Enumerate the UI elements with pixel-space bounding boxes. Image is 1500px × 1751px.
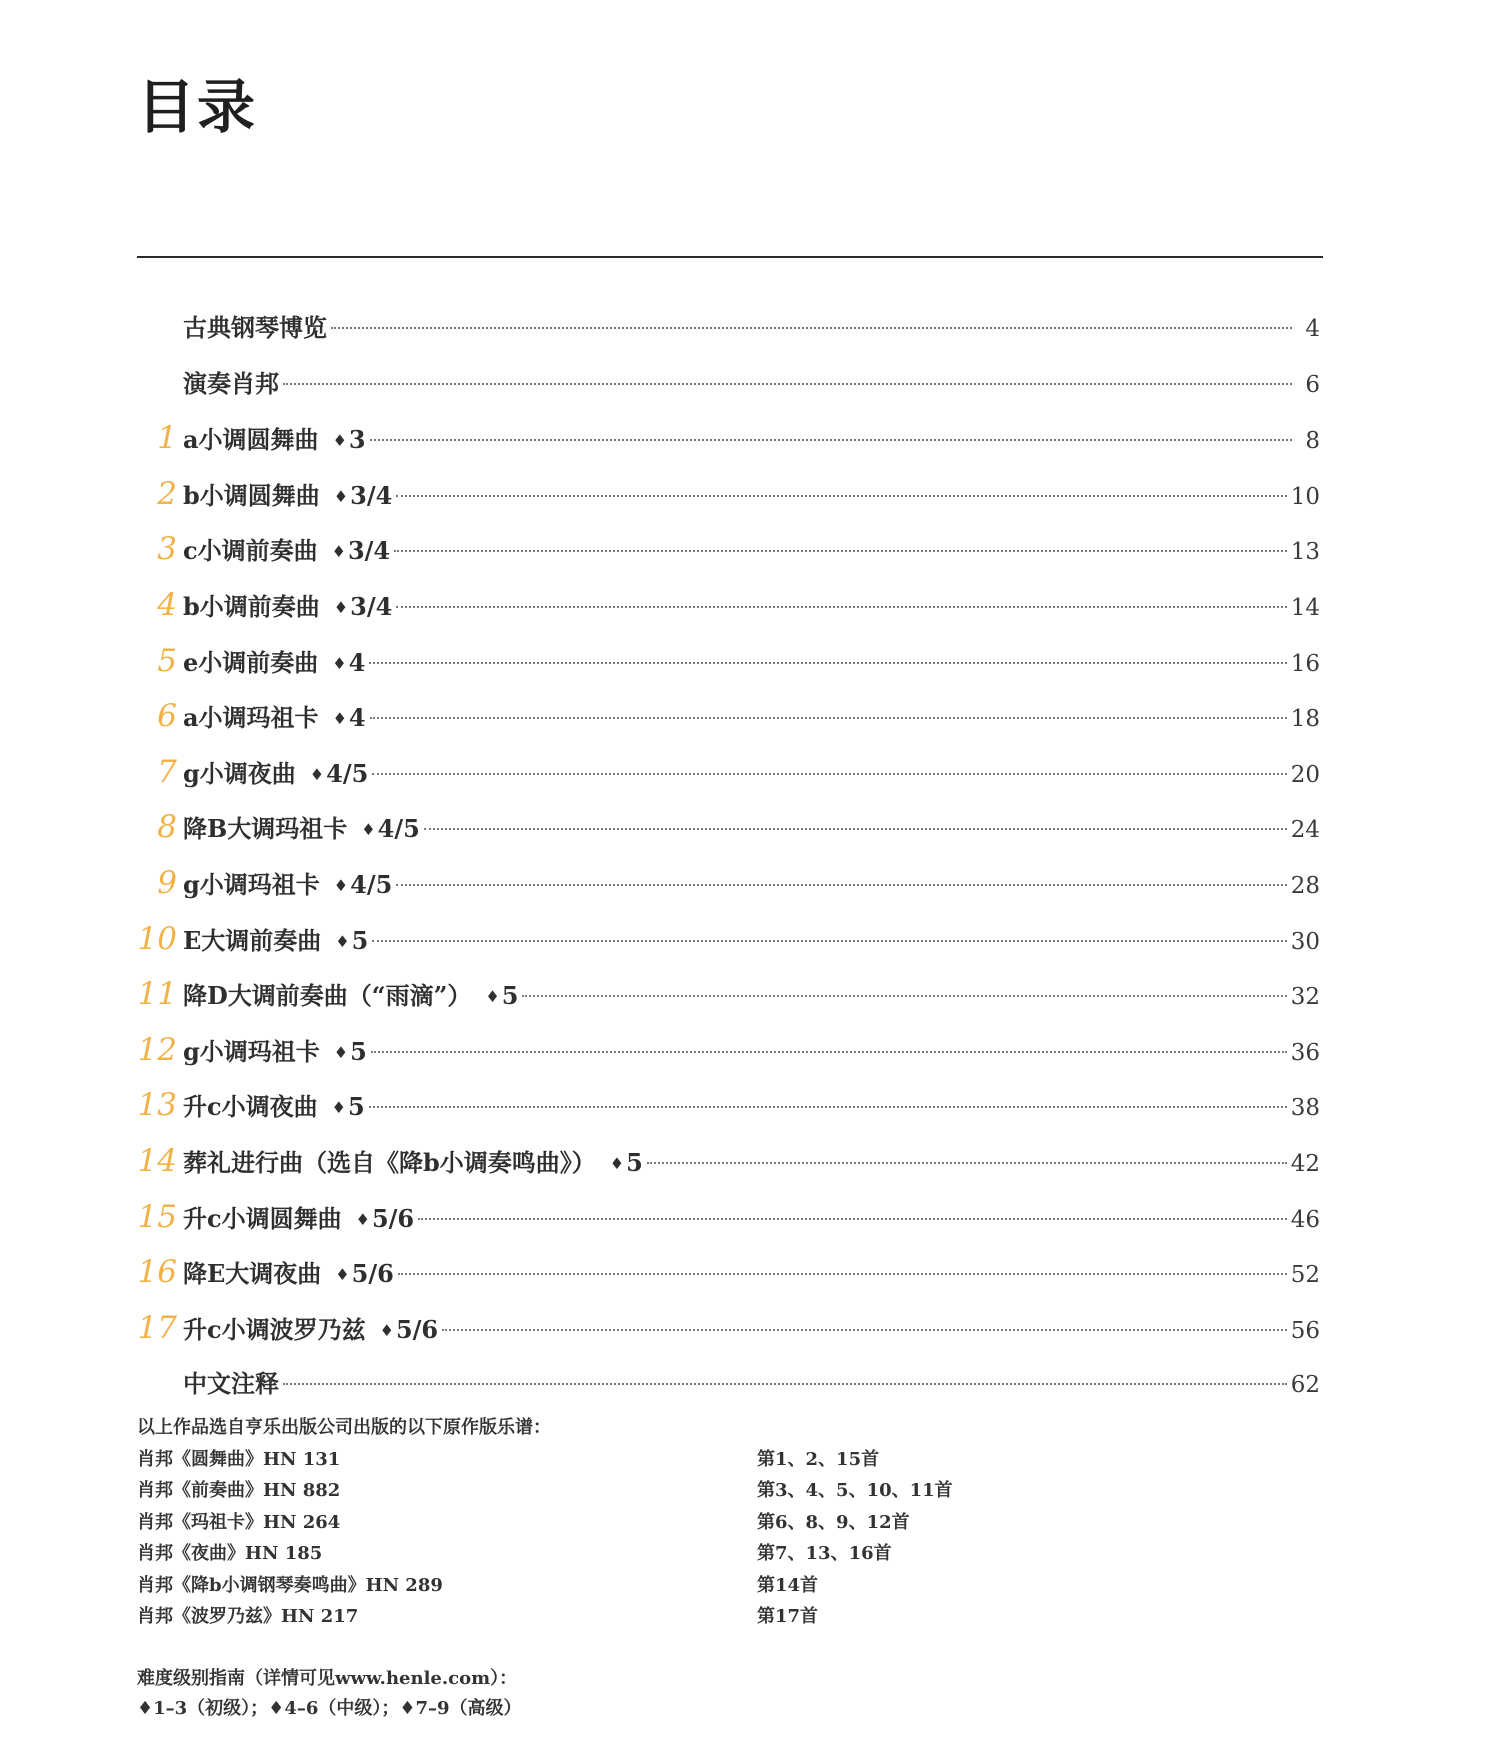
toc-entry-number: 14 (137, 1142, 177, 1179)
toc-entry-title: b小调前奏曲 (183, 591, 320, 621)
toc-entry-title-group (181, 579, 392, 638)
toc-entry-difficulty: 5 (501, 981, 519, 1011)
toc-entry-page: 36 (1290, 1039, 1320, 1066)
toc-entry-page: 14 (1290, 594, 1320, 621)
toc-entry-difficulty: 4 (348, 647, 366, 677)
toc-entry-title: e小调前奏曲 (183, 647, 319, 677)
toc-entry-page: 42 (1290, 1150, 1320, 1177)
dot-leader (522, 995, 1286, 997)
toc-entry-title: 升c小调夜曲 (183, 1092, 318, 1122)
source-row (137, 1507, 1237, 1538)
difficulty-diamond-icon: ♦ (333, 597, 349, 617)
toc-entry-page: 38 (1290, 1095, 1320, 1122)
source-row (137, 1475, 1237, 1506)
toc-entry-number: 10 (137, 920, 177, 957)
toc-entry-page: 30 (1290, 928, 1320, 955)
difficulty-diamond-icon: ♦ (361, 820, 376, 840)
source-work: 肖邦《夜曲》HN 185 (137, 1543, 323, 1565)
toc-entry-title: 演奏肖邦 (183, 368, 279, 398)
toc-entry-title-group (181, 1246, 394, 1305)
toc-entry[interactable] (137, 1245, 1320, 1301)
difficulty-diamond-icon: ♦ (335, 1265, 350, 1285)
toc-entry[interactable] (137, 1134, 1320, 1190)
toc-entry-title-group (181, 1191, 414, 1250)
toc-entry-title: 葬礼进行曲（选自《降b小调奏鸣曲》） (183, 1147, 596, 1177)
difficulty-diamond-icon: ♦ (332, 431, 347, 451)
toc-entry-title: 降E大调夜曲 (183, 1259, 322, 1289)
toc-entry-title-group (181, 1079, 365, 1138)
dot-leader (370, 439, 1292, 441)
toc-entry[interactable] (137, 522, 1320, 578)
toc-entry-title-group (181, 300, 327, 356)
source-piece-numbers: 第6、8、9、12首 (757, 1511, 910, 1533)
source-row (137, 1538, 1237, 1569)
difficulty-diamond-icon: ♦ (333, 875, 349, 895)
source-piece-numbers: 第17首 (757, 1605, 819, 1627)
toc-entry-number: 2 (157, 475, 177, 512)
toc-entry-page: 24 (1290, 817, 1320, 844)
toc-entry-title-group (181, 801, 420, 860)
difficulty-diamond-icon: ♦ (355, 1209, 370, 1229)
toc-entry-title-group (181, 1024, 367, 1083)
toc-entry-title: c小调前奏曲 (183, 536, 318, 566)
page-title: 目录 (137, 73, 258, 141)
toc-entry-number: 11 (137, 976, 177, 1013)
toc-entry-page: 28 (1290, 872, 1320, 899)
dot-leader (396, 495, 1286, 497)
toc-entry-difficulty: 4 (348, 703, 366, 733)
sources-intro: 以上作品选自亨乐出版公司出版的以下原作版乐谱： (137, 1417, 551, 1438)
difficulty-diamond-icon: ♦ (335, 931, 350, 951)
toc-entry-number: 16 (137, 1254, 177, 1291)
difficulty-diamond-icon: ♦ (333, 1042, 349, 1062)
dot-leader (647, 1162, 1287, 1164)
toc-entry-difficulty: 5 (350, 1036, 367, 1066)
toc-entry-number: 5 (157, 642, 177, 679)
toc-entry-number: 7 (157, 753, 177, 790)
difficulty-diamond-icon: ♦ (609, 1153, 625, 1173)
dot-leader (372, 940, 1286, 942)
toc-entry-title: b小调圆舞曲 (183, 480, 320, 510)
source-row (137, 1601, 1237, 1632)
dot-leader (398, 1273, 1287, 1275)
difficulty-diamond-icon: ♦ (333, 486, 349, 506)
toc-entry-number: 1 (157, 420, 177, 457)
difficulty-guide (137, 1664, 522, 1724)
dot-leader (371, 1051, 1287, 1053)
toc-entry-title-group (181, 468, 392, 527)
source-work: 肖邦《玛祖卡》HN 264 (137, 1511, 341, 1533)
toc-entry-number: 12 (137, 1031, 177, 1068)
toc-entry-title: g小调夜曲 (183, 758, 296, 788)
toc-entry-title-group (181, 746, 368, 805)
dot-leader (424, 828, 1287, 830)
toc-entry-title: 中文注释 (183, 1369, 279, 1399)
toc-entry-page: 10 (1290, 483, 1320, 510)
toc-entry[interactable] (137, 578, 1320, 634)
toc-entry[interactable] (137, 689, 1320, 745)
toc-entry-page: 6 (1305, 371, 1320, 398)
toc-entry-title-group (181, 690, 366, 749)
toc-entry[interactable] (137, 1190, 1320, 1246)
toc-entry-number: 15 (137, 1198, 177, 1235)
source-piece-numbers: 第7、13、16首 (757, 1543, 892, 1565)
toc-entry-page: 52 (1290, 1262, 1320, 1289)
source-work: 肖邦《前奏曲》HN 882 (137, 1480, 341, 1502)
toc-entry[interactable] (137, 967, 1320, 1023)
difficulty-diamond-icon: ♦ (485, 987, 500, 1007)
toc-entry-difficulty: 3/4 (350, 591, 393, 621)
dot-leader (396, 606, 1286, 608)
toc-entry-page: 4 (1305, 316, 1320, 342)
toc-entry[interactable] (137, 745, 1320, 801)
source-row (137, 1444, 1237, 1475)
toc-entry-title: E大调前奏曲 (183, 925, 322, 955)
toc-entry-difficulty: 3/4 (350, 480, 393, 510)
dot-leader (369, 1106, 1287, 1108)
toc-entry-difficulty: 5 (351, 925, 369, 955)
toc-entry[interactable] (137, 1023, 1320, 1079)
toc-entry-page: 46 (1290, 1206, 1320, 1233)
toc-entry-title: g小调玛祖卡 (183, 1036, 320, 1066)
toc-entry-title: a小调玛祖卡 (183, 703, 319, 733)
source-work: 肖邦《圆舞曲》HN 131 (137, 1449, 341, 1470)
toc-entry-title: 古典钢琴博览 (183, 313, 327, 342)
toc-entry-title-group (181, 857, 392, 916)
toc-entry-number: 9 (157, 864, 177, 901)
toc-entry-title: g小调玛祖卡 (183, 869, 320, 899)
toc-entry-title-group (181, 913, 368, 972)
toc-entry-title-group (181, 523, 390, 582)
toc-entry[interactable] (137, 411, 1320, 467)
toc-entry-number: 13 (137, 1087, 177, 1124)
toc-entry-title-group (181, 1356, 279, 1412)
toc-entry-difficulty: 4/5 (326, 758, 369, 788)
toc-entry-difficulty: 5/6 (395, 1314, 439, 1344)
toc-entry-number: 17 (137, 1309, 177, 1346)
toc-entry[interactable] (137, 300, 1320, 356)
source-piece-numbers: 第14首 (757, 1574, 819, 1596)
dot-leader (372, 773, 1286, 775)
source-work: 肖邦《波罗乃兹》HN 217 (137, 1605, 359, 1627)
toc-entry-number: 6 (157, 698, 177, 735)
sources-list (137, 1444, 1237, 1632)
toc-entry-difficulty: 5 (626, 1147, 643, 1177)
toc-entry-number: 8 (157, 809, 177, 846)
toc-entry[interactable] (137, 1356, 1320, 1412)
dot-leader (283, 383, 1292, 385)
dot-leader (369, 662, 1286, 664)
difficulty-line-2: ♦1–3（初级）；♦4–6（中级）；♦7–9（高级） (137, 1698, 522, 1719)
toc-entry-title-group (181, 356, 279, 412)
toc-entry-page: 20 (1290, 761, 1320, 788)
toc-entry-title: a小调圆舞曲 (183, 425, 319, 455)
toc-entry-number: 4 (157, 586, 177, 623)
toc-entry-title: 升c小调波罗乃兹 (183, 1314, 366, 1344)
difficulty-diamond-icon: ♦ (332, 653, 347, 673)
toc-entry-title-group (181, 1302, 438, 1361)
toc-entry-title: 降D大调前奏曲（“雨滴”） (183, 981, 472, 1011)
source-row (137, 1570, 1237, 1601)
sources-section (137, 1412, 1237, 1632)
table-of-contents (137, 300, 1320, 1412)
toc-entry-page: 8 (1305, 428, 1320, 455)
dot-leader (418, 1218, 1287, 1220)
toc-entry-number: 3 (157, 531, 177, 568)
toc-entry-title-group (181, 968, 518, 1027)
toc-entry-page: 32 (1290, 984, 1320, 1011)
toc-entry-page: 56 (1290, 1317, 1320, 1344)
toc-entry-title-group (181, 412, 366, 471)
toc-entry-difficulty: 4/5 (350, 869, 393, 899)
difficulty-line-1: 难度级别指南（详情可见www.henle.com）： (137, 1668, 518, 1689)
toc-entry[interactable] (137, 912, 1320, 968)
toc-entry-title: 降B大调玛祖卡 (183, 814, 348, 844)
toc-entry-difficulty: 5/6 (371, 1203, 415, 1233)
toc-entry[interactable] (137, 634, 1320, 690)
dot-leader (370, 717, 1287, 719)
source-work: 肖邦《降b小调钢琴奏鸣曲》HN 289 (137, 1574, 443, 1596)
toc-entry-difficulty: 5/6 (351, 1259, 394, 1289)
toc-entry-difficulty: 4/5 (377, 814, 420, 844)
difficulty-diamond-icon: ♦ (309, 764, 325, 784)
toc-entry[interactable] (137, 1078, 1320, 1134)
difficulty-diamond-icon: ♦ (331, 542, 346, 562)
toc-entry[interactable] (137, 856, 1320, 912)
title-divider (137, 256, 1323, 258)
dot-leader (394, 550, 1287, 552)
toc-entry-page: 62 (1290, 1372, 1320, 1399)
dot-leader (283, 1383, 1287, 1385)
toc-entry-difficulty: 3/4 (347, 536, 391, 566)
difficulty-diamond-icon: ♦ (331, 1098, 346, 1118)
difficulty-diamond-icon: ♦ (379, 1320, 394, 1340)
toc-entry-title-group (181, 635, 365, 694)
toc-entry-difficulty: 3 (348, 425, 366, 455)
dot-leader (331, 327, 1292, 329)
toc-entry[interactable] (137, 467, 1320, 523)
toc-entry-page: 18 (1290, 706, 1320, 733)
difficulty-diamond-icon: ♦ (332, 709, 347, 729)
toc-entry-difficulty: 5 (347, 1092, 365, 1122)
toc-entry-page: 13 (1290, 539, 1320, 566)
toc-entry-page: 16 (1290, 650, 1320, 677)
toc-entry[interactable] (137, 800, 1320, 856)
dot-leader (442, 1329, 1287, 1331)
source-piece-numbers: 第3、4、5、10、11首 (757, 1480, 953, 1502)
toc-entry[interactable] (137, 1301, 1320, 1357)
toc-entry-title: 升c小调圆舞曲 (183, 1203, 342, 1233)
toc-entry[interactable] (137, 356, 1320, 412)
source-piece-numbers: 第1、2、15首 (757, 1449, 880, 1470)
dot-leader (396, 884, 1286, 886)
toc-entry-title-group (181, 1135, 643, 1194)
